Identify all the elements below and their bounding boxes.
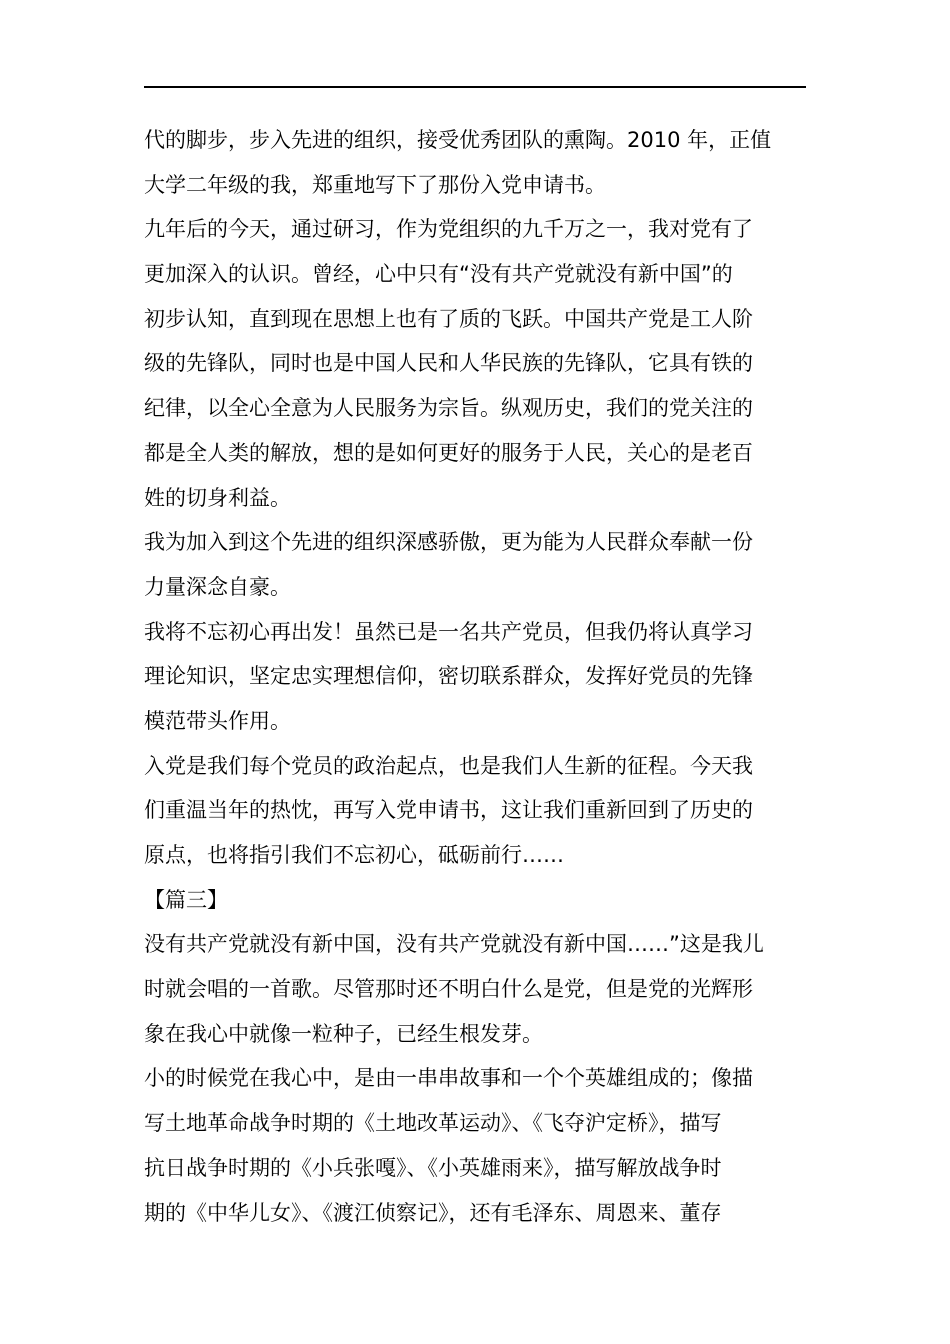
section-heading: 【篇三】: [144, 887, 228, 912]
header-rule: [144, 86, 806, 88]
text-line: 入党是我们每个党员的政治起点，也是我们人生新的征程。今天我: [144, 753, 753, 778]
text-line: 没有共产党就没有新中国，没有共产党就没有新中国……”这是我儿: [144, 932, 764, 957]
text-line: 大学二年级的我，郑重地写下了那份入党申请书。: [144, 172, 606, 197]
text-line: 纪律，以全心全意为人民服务为宗旨。纵观历史，我们的党关注的: [144, 396, 753, 421]
text-line: 时就会唱的一首歌。尽管那时还不明白什么是党，但是党的光辉形: [144, 977, 753, 1002]
text-line: 我将不忘初心再出发！虽然已是一名共产党员，但我仍将认真学习: [144, 619, 753, 644]
text-line: 级的先锋队，同时也是中国人民和人华民族的先锋队，它具有铁的: [144, 351, 753, 376]
text-line: 抗日战争时期的《小兵张嘎》、《小英雄雨来》，描写解放战争时: [144, 1155, 722, 1180]
text-line: 期的《中华儿女》、《渡江侦察记》，还有毛泽东、周恩来、董存: [144, 1200, 722, 1225]
text-line: 象在我心中就像一粒种子，已经生根发芽。: [144, 1021, 543, 1046]
text-line: 九年后的今天，通过研习，作为党组织的九千万之一，我对党有了: [144, 217, 753, 242]
text-line: 我为加入到这个先进的组织深感骄傲，更为能为人民群众奉献一份: [144, 530, 753, 555]
text-line: 更加深入的认识。曾经，心中只有“没有共产党就没有新中国”的: [144, 262, 733, 287]
text-line: 们重温当年的热忱，再写入党申请书，这让我们重新回到了历史的: [144, 798, 753, 823]
text-line: 写土地革命战争时期的《土地改革运动》、《飞夺沪定桥》，描写: [144, 1111, 722, 1136]
text-line: 模范带头作用。: [144, 708, 291, 733]
text-line: 都是全人类的解放，想的是如何更好的服务于人民，关心的是老百: [144, 440, 753, 465]
text-line: 代的脚步，步入先进的组织，接受优秀团队的熏陶。2010 年，正值: [144, 128, 772, 152]
text-line: 初步认知，直到现在思想上也有了质的飞跃。中国共产党是工人阶: [144, 306, 753, 331]
text-line: 小的时候党在我心中，是由一串串故事和一个个英雄组成的；像描: [144, 1066, 753, 1091]
text-line: 姓的切身利益。: [144, 485, 291, 510]
text-line: 原点，也将指引我们不忘初心，砥砺前行……: [144, 843, 564, 867]
text-line: 力量深念自豪。: [144, 574, 291, 599]
text-line: 理论知识，坚定忠实理想信仰，密切联系群众，发挥好党员的先锋: [144, 664, 753, 689]
document-body: [144, 118, 806, 1235]
